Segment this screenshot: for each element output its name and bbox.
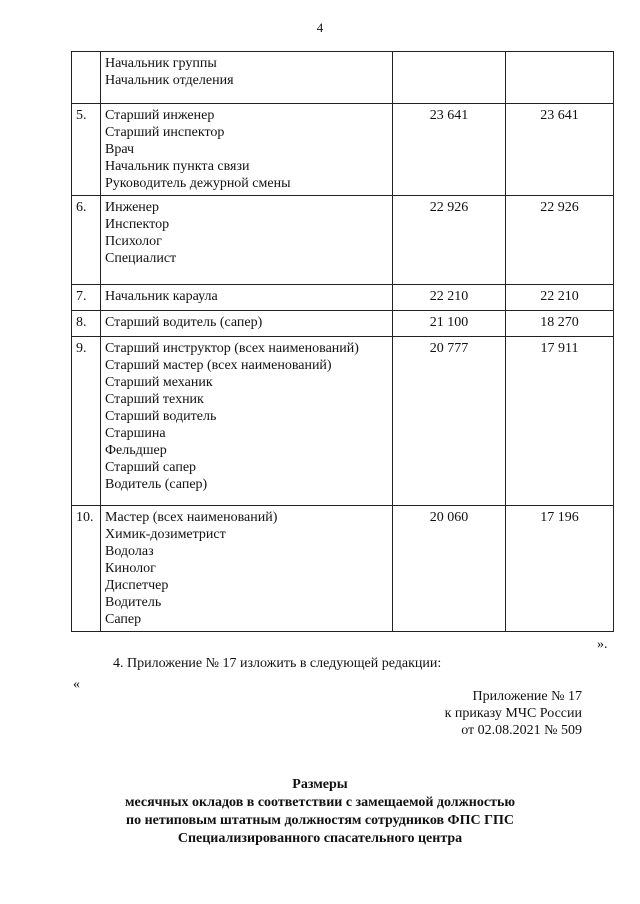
- salary-value-1: 22 926: [393, 196, 506, 285]
- row-number: 8.: [72, 311, 101, 337]
- position-name: Врач: [105, 142, 135, 157]
- salary-value-2: 22 210: [506, 285, 614, 311]
- document-heading: [0, 776, 640, 848]
- position-name: Фельдшер: [105, 443, 167, 458]
- table-row: [72, 506, 614, 632]
- position-name: Специалист: [105, 251, 177, 266]
- table-row: [72, 52, 614, 104]
- position-name: Руководитель дежурной смены: [105, 176, 291, 191]
- salary-value-2: 22 926: [506, 196, 614, 285]
- appendix-date: от 02.08.2021 № 509: [461, 723, 582, 738]
- salary-value-2: [506, 52, 614, 104]
- salary-value-1: 20 060: [393, 506, 506, 632]
- position-names: [101, 104, 393, 196]
- position-name: Старший сапер: [105, 460, 197, 475]
- heading-line-1: Размеры: [292, 777, 348, 792]
- amendment-paragraph: 4. Приложение № 17 изложить в следующей редакции:: [113, 656, 442, 671]
- appendix-number: Приложение № 17: [472, 689, 582, 704]
- row-number: 5.: [72, 104, 101, 196]
- position-name: Старший техник: [105, 392, 204, 407]
- table-row: [72, 196, 614, 285]
- position-name: Диспетчер: [105, 578, 169, 593]
- position-name: Начальник группы: [105, 56, 217, 71]
- salary-table: [71, 51, 614, 632]
- position-name: Мастер (всех наименований): [105, 510, 278, 525]
- salary-value-1: 23 641: [393, 104, 506, 196]
- opening-quote: «: [73, 677, 80, 692]
- salary-value-1: 22 210: [393, 285, 506, 311]
- position-names: [101, 506, 393, 632]
- table-row: [72, 104, 614, 196]
- position-name: Начальник караула: [105, 289, 218, 304]
- position-name: Водитель: [105, 595, 162, 610]
- position-name: Старший водитель: [105, 409, 217, 424]
- position-name: Кинолог: [105, 561, 156, 576]
- position-name: Старший водитель (сапер): [105, 315, 263, 330]
- row-number: 6.: [72, 196, 101, 285]
- position-name: Инспектор: [105, 217, 170, 232]
- row-number: 10.: [72, 506, 101, 632]
- row-number: [72, 52, 101, 104]
- position-name: Психолог: [105, 234, 162, 249]
- position-names: [101, 285, 393, 311]
- row-number: 9.: [72, 337, 101, 506]
- heading-line-2: месячных окладов в соответствии с замещаемой должностью: [124, 795, 516, 810]
- page-number: 4: [316, 20, 324, 35]
- position-names: [101, 311, 393, 337]
- salary-table-body: [72, 52, 614, 632]
- salary-value-1: 20 777: [393, 337, 506, 506]
- position-name: Начальник отделения: [105, 73, 234, 88]
- position-name: Сапер: [105, 612, 142, 627]
- position-name: Старший инженер: [105, 108, 215, 123]
- position-names: [101, 196, 393, 285]
- position-name: Старший механик: [105, 375, 213, 390]
- heading-line-4: Специализированного спасательного центра: [177, 831, 463, 846]
- table-row: [72, 285, 614, 311]
- row-number: 7.: [72, 285, 101, 311]
- salary-value-2: 17 196: [506, 506, 614, 632]
- salary-value-1: [393, 52, 506, 104]
- position-name: Водитель (сапер): [105, 477, 208, 492]
- closing-quote: ».: [597, 637, 608, 652]
- position-name: Водолаз: [105, 544, 154, 559]
- heading-line-3: по нетиповым штатным должностям сотрудников ФПС ГПС: [126, 813, 514, 828]
- position-name: Начальник пункта связи: [105, 159, 250, 174]
- position-name: Инженер: [105, 200, 160, 215]
- appendix-order: к приказу МЧС России: [444, 706, 582, 721]
- salary-value-2: 23 641: [506, 104, 614, 196]
- position-name: Старший инспектор: [105, 125, 225, 140]
- salary-value-2: 17 911: [506, 337, 614, 506]
- position-names: [101, 337, 393, 506]
- position-name: Старший мастер (всех наименований): [105, 358, 332, 373]
- appendix-reference: [445, 688, 582, 739]
- salary-value-1: 21 100: [393, 311, 506, 337]
- position-names: [101, 52, 393, 104]
- position-name: Старший инструктор (всех наименований): [105, 341, 359, 356]
- table-row: [72, 337, 614, 506]
- position-name: Старшина: [105, 426, 166, 441]
- position-name: Химик-дозиметрист: [105, 527, 226, 542]
- table-row: [72, 311, 614, 337]
- salary-value-2: 18 270: [506, 311, 614, 337]
